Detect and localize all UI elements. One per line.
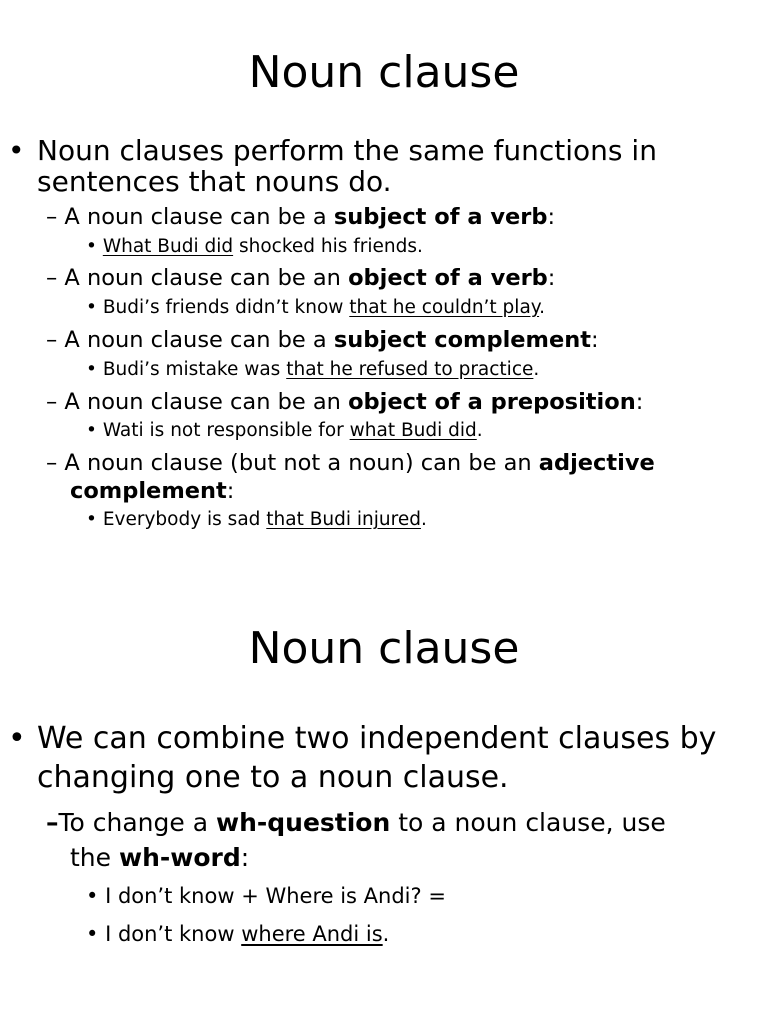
bullet-marker: •	[86, 420, 97, 441]
example-post: .	[533, 359, 540, 380]
bullet-marker: •	[86, 884, 99, 908]
function-item	[46, 449, 655, 477]
example-noun-clause: that he refused to practice	[286, 359, 534, 380]
function-item	[46, 388, 643, 416]
example-post: .	[539, 297, 545, 318]
dash-marker: –	[46, 450, 58, 476]
item-text: A noun clause can be a	[64, 204, 334, 230]
intro-line-2: sentences that nouns do.	[37, 165, 392, 198]
item-colon: :	[226, 478, 235, 504]
function-item	[46, 264, 555, 292]
instruction-continuation	[70, 841, 249, 875]
bullet-marker: •	[86, 236, 97, 257]
intro-line-1: We can combine two independent clauses by	[37, 721, 717, 756]
function-item-continuation	[70, 477, 234, 505]
item-colon: :	[591, 327, 599, 353]
intro-line-1: Noun clauses perform the same functions in	[37, 134, 657, 167]
slide-2	[0, 590, 768, 1010]
item-colon: :	[547, 265, 556, 291]
item-keyword: adjective	[538, 450, 655, 476]
instruction-text: To change a	[58, 808, 216, 837]
instruction-colon: :	[240, 843, 250, 872]
slide-title: Noun clause	[248, 623, 520, 674]
example-noun-clause: that he couldn’t play	[349, 297, 540, 318]
example-noun-clause: what Budi did	[349, 420, 477, 441]
item-keyword: object of a verb	[348, 265, 548, 291]
item-colon: :	[635, 389, 644, 415]
example-pre: I don’t know	[105, 922, 242, 946]
instruction-keyword: wh-word	[118, 843, 241, 872]
example-pre: Budi’s friends didn’t know	[102, 297, 350, 318]
example-noun-clause: where Andi is	[241, 922, 383, 946]
example-post: .	[476, 420, 483, 441]
instruction-item	[46, 806, 666, 840]
example-noun-clause: that Budi injured	[266, 509, 421, 530]
instruction-keyword: wh-question	[215, 808, 391, 837]
example-item	[86, 296, 545, 320]
example-item	[86, 508, 427, 532]
example-post: shocked his friends.	[233, 236, 423, 257]
slide-title: Noun clause	[248, 47, 520, 98]
example-pre: Everybody is sad	[102, 509, 267, 530]
example-post: .	[382, 922, 390, 946]
function-item	[46, 326, 599, 354]
example-item	[86, 358, 539, 382]
item-text: A noun clause can be a	[64, 327, 334, 353]
item-keyword: subject complement	[333, 327, 592, 353]
item-keyword: subject of a verb	[333, 204, 548, 230]
example-item	[86, 419, 483, 443]
item-colon: :	[547, 204, 556, 230]
intro-line-2: changing one to a noun clause.	[37, 760, 509, 795]
bullet-marker: •	[86, 359, 97, 380]
bullet-marker: •	[86, 922, 99, 946]
instruction-text: the	[70, 843, 119, 872]
example-pre: Wati is not responsible for	[102, 420, 350, 441]
bullet-marker: •	[86, 509, 97, 530]
example-item	[86, 235, 423, 259]
bullet-marker: •	[8, 134, 25, 167]
example-item	[86, 881, 446, 911]
item-text: A noun clause can be an	[64, 389, 349, 415]
item-text: A noun clause can be an	[64, 265, 349, 291]
instruction-text: to a noun clause, use	[390, 808, 666, 837]
item-keyword: complement	[70, 478, 227, 504]
dash-marker: –	[46, 389, 58, 415]
dash-marker: –	[46, 327, 58, 353]
example-item	[86, 919, 389, 949]
example-post: .	[420, 509, 427, 530]
function-item	[46, 203, 555, 231]
dash-marker: –	[46, 265, 58, 291]
example-noun-clause: What Budi did	[102, 236, 234, 257]
bullet-marker: •	[86, 297, 97, 318]
item-text: A noun clause (but not a noun) can be an	[64, 450, 539, 476]
example-pre: I don’t know + Where is Andi? =	[105, 884, 446, 908]
example-pre: Budi’s mistake was	[102, 359, 287, 380]
item-keyword: object of a preposition	[348, 389, 636, 415]
dash-marker: –	[46, 808, 59, 837]
bullet-marker: •	[8, 721, 26, 756]
dash-marker: –	[46, 204, 58, 230]
